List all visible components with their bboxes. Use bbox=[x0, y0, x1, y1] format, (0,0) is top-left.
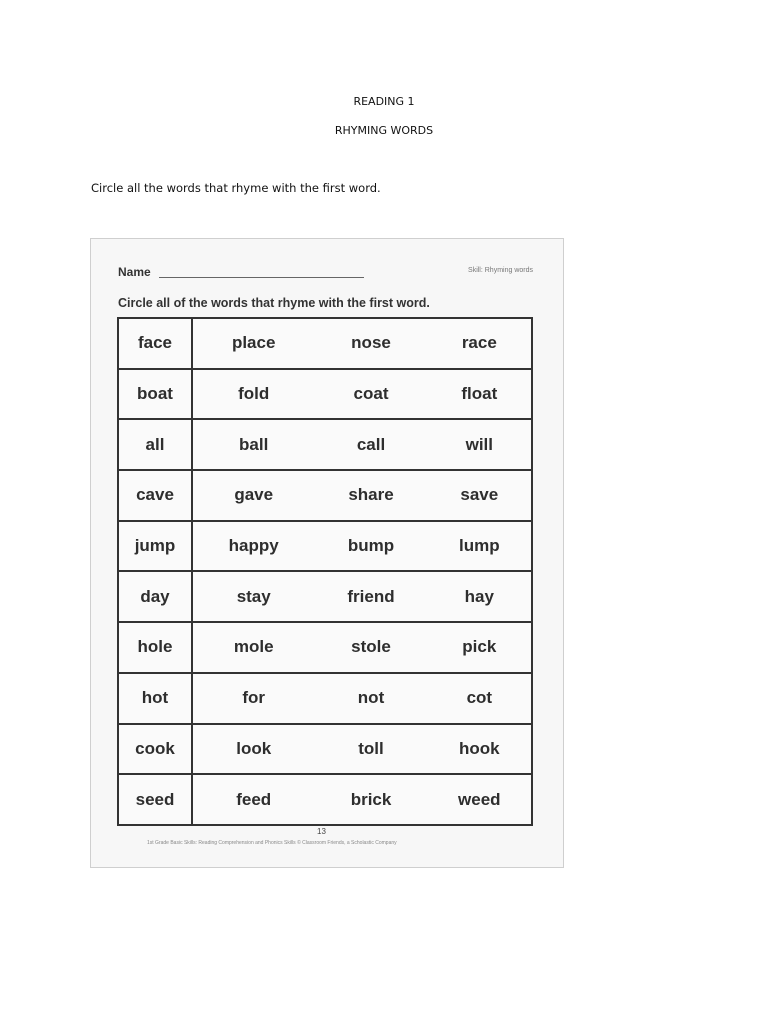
worksheet-instruction: Circle all of the words that rhyme with the first word. bbox=[118, 296, 430, 310]
target-word-cell: hot bbox=[118, 673, 192, 724]
target-word-cell: face bbox=[118, 318, 192, 369]
rhyme-option-cell: mole bbox=[192, 622, 314, 673]
table-row bbox=[118, 571, 532, 622]
table-row bbox=[118, 724, 532, 775]
rhyme-option-cell: float bbox=[428, 369, 532, 420]
rhyme-option-cell: not bbox=[314, 673, 427, 724]
rhyme-option-cell: friend bbox=[314, 571, 427, 622]
table-row bbox=[118, 369, 532, 420]
rhyme-option-cell: feed bbox=[192, 774, 314, 825]
table-row bbox=[118, 521, 532, 572]
rhyme-option-cell: stole bbox=[314, 622, 427, 673]
worksheet-name-label: Name bbox=[118, 265, 151, 279]
rhyme-option-cell: share bbox=[314, 470, 427, 521]
table-row bbox=[118, 419, 532, 470]
document-instruction: Circle all the words that rhyme with the first word. bbox=[91, 181, 381, 195]
table-row bbox=[118, 673, 532, 724]
rhyme-option-cell: brick bbox=[314, 774, 427, 825]
rhyme-option-cell: fold bbox=[192, 369, 314, 420]
table-row bbox=[118, 470, 532, 521]
rhyme-option-cell: bump bbox=[314, 521, 427, 572]
target-word-cell: seed bbox=[118, 774, 192, 825]
rhyme-option-cell: hook bbox=[428, 724, 532, 775]
rhyme-option-cell: ball bbox=[192, 419, 314, 470]
document-subtitle: RHYMING WORDS bbox=[334, 124, 434, 137]
rhyme-option-cell: nose bbox=[314, 318, 427, 369]
document-title: READING 1 bbox=[353, 95, 415, 108]
rhyme-option-cell: race bbox=[428, 318, 532, 369]
rhyme-option-cell: weed bbox=[428, 774, 532, 825]
rhyme-option-cell: cot bbox=[428, 673, 532, 724]
rhyme-option-cell: call bbox=[314, 419, 427, 470]
rhyme-option-cell: for bbox=[192, 673, 314, 724]
worksheet-name-line bbox=[159, 277, 364, 278]
worksheet-page-number: 13 bbox=[317, 827, 326, 836]
target-word-cell: all bbox=[118, 419, 192, 470]
worksheet-skill-label: Skill: Rhyming words bbox=[468, 267, 533, 274]
rhyme-option-cell: pick bbox=[428, 622, 532, 673]
target-word-cell: day bbox=[118, 571, 192, 622]
rhyme-option-cell: look bbox=[192, 724, 314, 775]
rhyme-option-cell: lump bbox=[428, 521, 532, 572]
rhyme-option-cell: happy bbox=[192, 521, 314, 572]
table-row bbox=[118, 622, 532, 673]
rhyme-option-cell: save bbox=[428, 470, 532, 521]
target-word-cell: boat bbox=[118, 369, 192, 420]
target-word-cell: cave bbox=[118, 470, 192, 521]
rhyme-option-cell: will bbox=[428, 419, 532, 470]
worksheet-image bbox=[90, 238, 564, 868]
target-word-cell: jump bbox=[118, 521, 192, 572]
rhyme-option-cell: stay bbox=[192, 571, 314, 622]
rhyme-option-cell: gave bbox=[192, 470, 314, 521]
rhyme-option-cell: hay bbox=[428, 571, 532, 622]
target-word-cell: hole bbox=[118, 622, 192, 673]
rhyme-option-cell: coat bbox=[314, 369, 427, 420]
worksheet-footer: 1st Grade Basic Skills: Reading Comprehension and Phonics Skills © Classroom Friends, a Scholastic Company bbox=[147, 840, 397, 846]
table-row bbox=[118, 318, 532, 369]
rhyme-option-cell: place bbox=[192, 318, 314, 369]
target-word-cell: cook bbox=[118, 724, 192, 775]
table-row bbox=[118, 774, 532, 825]
rhyming-words-table bbox=[117, 317, 533, 826]
rhyme-option-cell: toll bbox=[314, 724, 427, 775]
